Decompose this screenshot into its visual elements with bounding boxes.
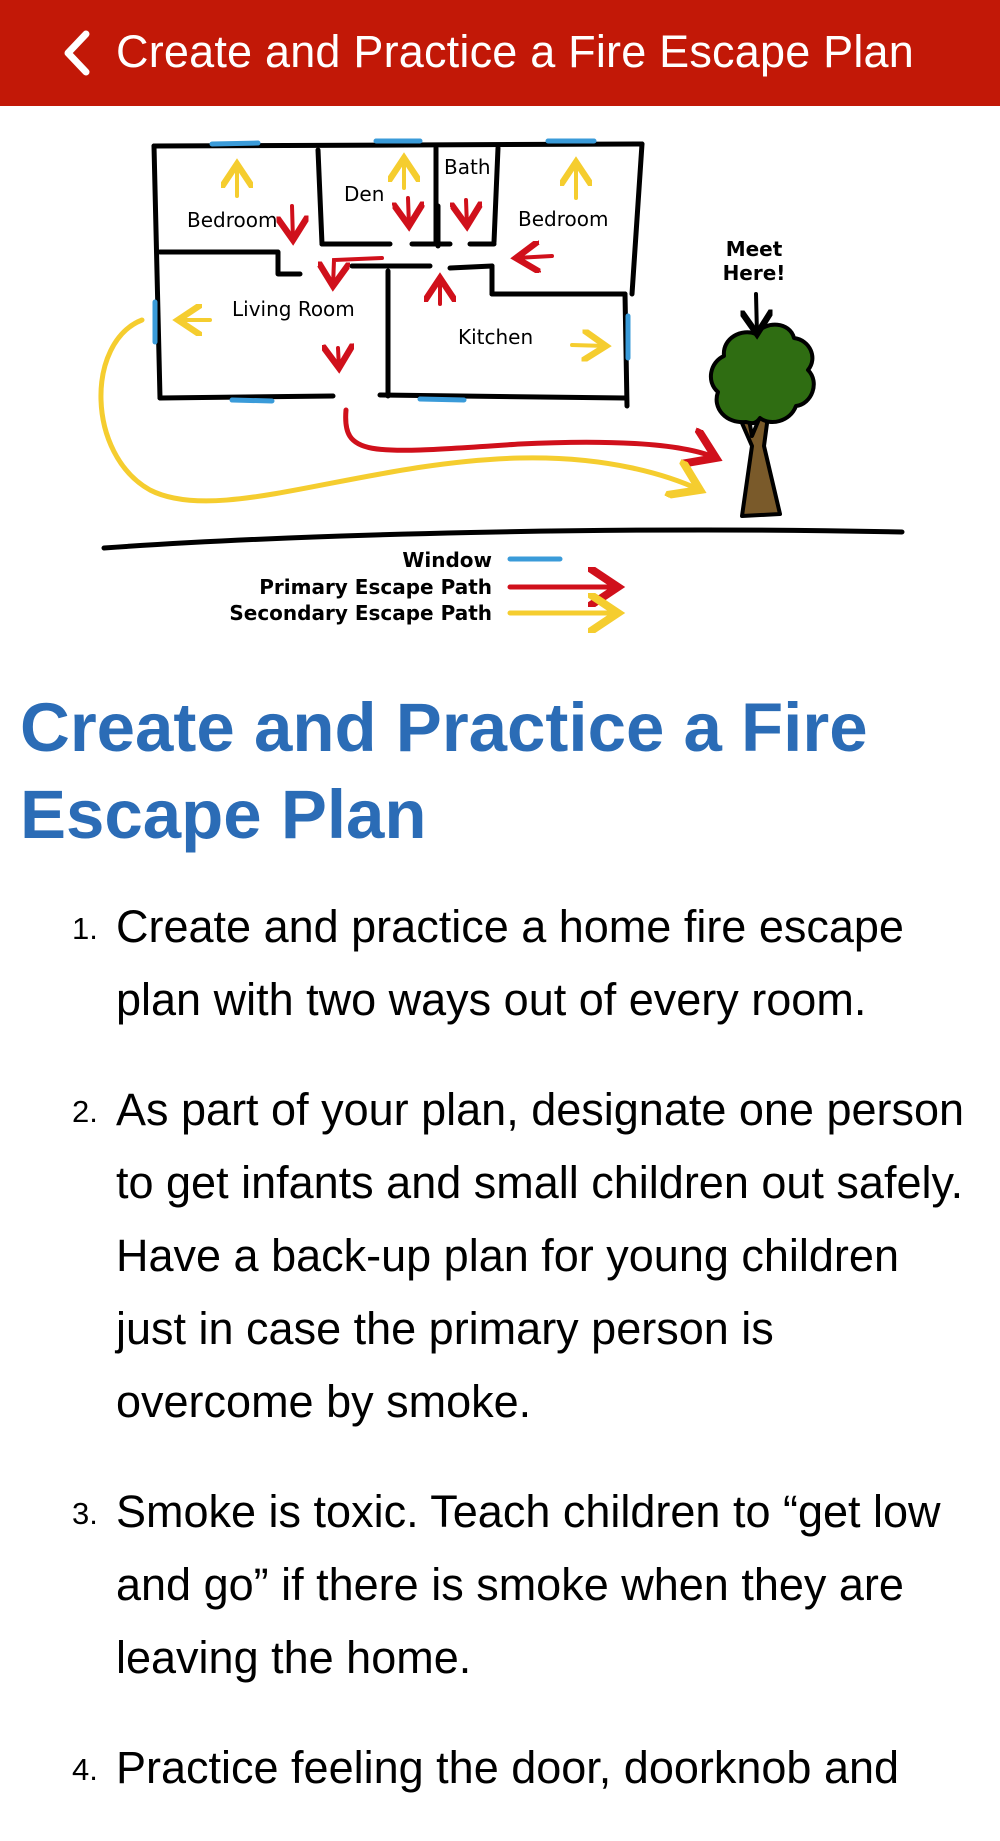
secondary-escape-path (101, 320, 700, 501)
legend (229, 548, 492, 625)
list-item (0, 1731, 1000, 1804)
header-title: Create and Practice a Fire Escape Plan (116, 26, 915, 77)
page-title: Create and Practice a Fire Escape Plan (20, 689, 868, 853)
chevron-left-icon (60, 28, 94, 78)
legend-secondary-label: Secondary Escape Path (229, 601, 492, 625)
meeting-tree (711, 325, 814, 516)
house-walls (154, 144, 642, 406)
step-text: Create and practice a home fire escape plan with two ways out of every room. (116, 901, 904, 1025)
step-number: 3. (72, 1496, 98, 1531)
fire-escape-plan-diagram (0, 106, 1000, 646)
step-text: Practice feeling the door, doorknob and (116, 1742, 900, 1793)
room-label-bedroom-right: Bedroom (518, 207, 609, 231)
meet-here-arrow (756, 294, 757, 334)
floor-plan-illustration (0, 106, 1000, 646)
room-label-kitchen: Kitchen (458, 325, 534, 349)
windows (155, 141, 628, 401)
back-button[interactable] (52, 26, 102, 80)
list-item (0, 1475, 1000, 1694)
room-label-living-room: Living Room (232, 297, 355, 321)
ground-line (104, 530, 902, 548)
meet-here-label-line1: Meet (725, 237, 783, 261)
step-number: 2. (72, 1094, 98, 1129)
step-number: 4. (72, 1752, 98, 1787)
step-text: As part of your plan, designate one person to get infants and small children out safely. Have a back-up plan for young children just in case the primary person is overcome by smoke. (116, 1084, 965, 1427)
tree-trunk (738, 412, 780, 516)
list-item (0, 1073, 1000, 1438)
room-label-bath: Bath (444, 155, 491, 179)
step-text: Smoke is toxic. Teach children to “get low and go” if there is smoke when they are leaving the home. (116, 1486, 941, 1683)
room-label-den: Den (344, 182, 385, 206)
legend-primary-label: Primary Escape Path (259, 575, 492, 599)
primary-escape-path (346, 410, 716, 458)
list-item (0, 890, 1000, 1036)
step-number: 1. (72, 911, 98, 946)
tree-foliage (711, 325, 814, 424)
steps-list (0, 890, 1000, 1841)
meet-here-label-line2: Here! (722, 261, 786, 285)
top-app-bar (0, 0, 1000, 106)
legend-window-label: Window (402, 548, 492, 572)
room-label-bedroom-left: Bedroom (187, 208, 278, 232)
